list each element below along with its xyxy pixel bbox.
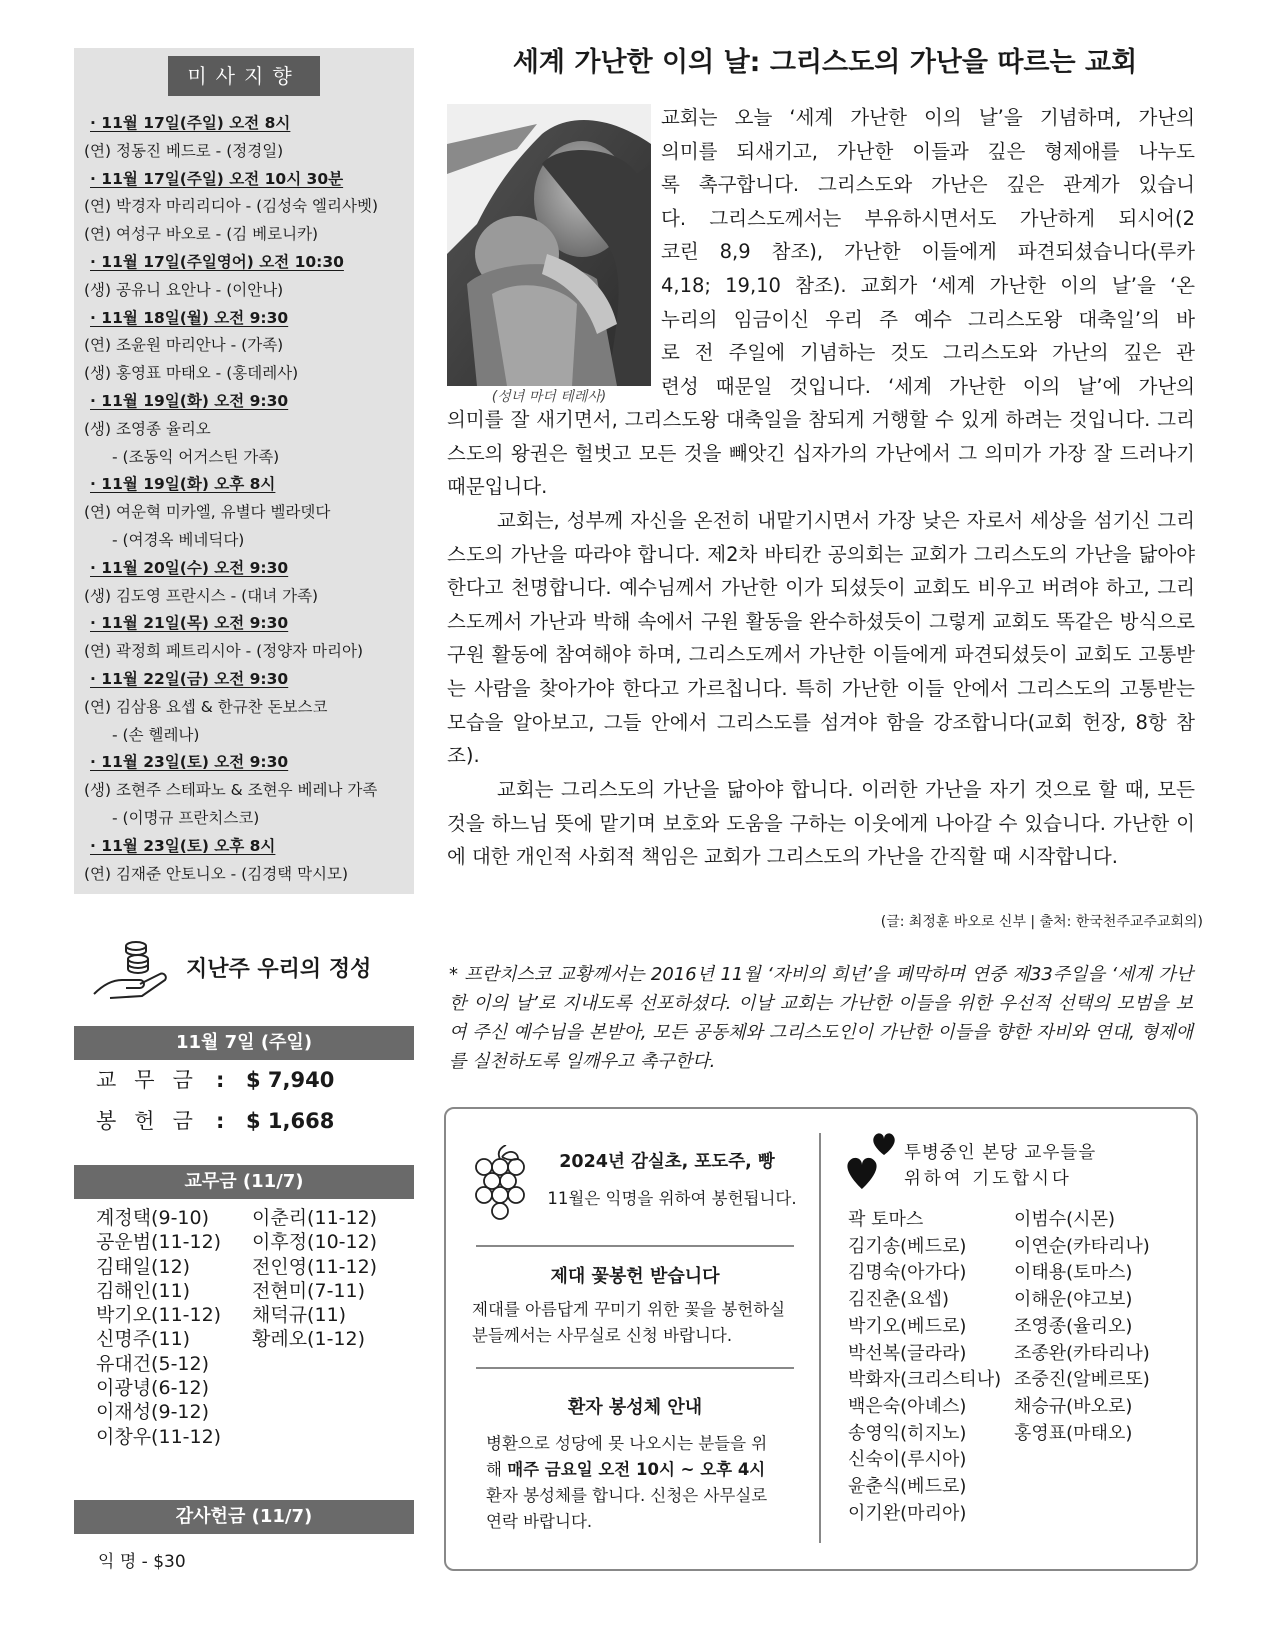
article-paragraph-2: 교회는, 성부께 자신을 온전히 내맡기시면서 가장 낮은 자로서 세상을 섬기신 그리스도의 가난을 따라야 합니다. 제2차 바티칸 공의회는 교회가 그리스도의 가난을 닮아야 한다고 천명합니다. 예수님께서 가난한 이가 되셨듯이 교회도 비우고 버려야 하고, 그리스도께서 가난과 박해 속에서 구원 활동을 완수하셨듯이 그렇게 교회도 똑같은 방식으로 구원 활동에 참여해야 하며, 그리스도께서 가난한 이들에게 파견되셨듯이 교회도 고통받는 사람을 찾아가야 한다고 가르칩니다. 특히 가난한 이들 안에서 그리스도의 고통받는 모습을 알아보고, 그들 안에서 그리스도를 섬겨야 함을 강조합니다(교회 헌장, 8항 참조). <box>447 509 1195 768</box>
mass-row-text: (연) 김삼용 요셉 & 한규찬 돈보스코 <box>84 697 328 716</box>
mass-row-text: (생) 홍영표 마태오 - (홍데레사) <box>84 364 299 383</box>
mass-row-text: · 11월 19일(화) 오후 8시 <box>90 475 276 494</box>
list-item: 김진춘(요셉) <box>848 1289 949 1311</box>
article-line: 코린 8,9 참조), 가난한 이들에게 파견되셨습니다(루카 <box>661 240 1195 264</box>
mass-row-text: · 11월 19일(화) 오전 9:30 <box>90 391 289 410</box>
list-item: 백은숙(아녜스) <box>848 1395 967 1417</box>
mass-row-text: · 11월 17일(주일) 오전 8시 <box>90 114 291 132</box>
mass-row-text: (연) 여운혁 미카엘, 유별다 벨라뎃다 <box>84 503 331 522</box>
mass-row-text: (연) 조윤원 마리안나 - (가족) <box>84 336 284 355</box>
notice-2-body: 제대를 아름답게 꾸미기 위한 꽃을 봉헌하실 분들께서는 사무실로 신청 바랍니다. <box>472 1300 786 1345</box>
mass-intention-entry <box>84 777 408 805</box>
offering-title: 지난주 우리의 정성 <box>186 957 372 982</box>
mass-row-text: (연) 곽정희 페트리시아 - (정양자 마리아) <box>84 642 364 661</box>
notice-1-body: 11월은 익명을 위하여 봉헌됩니다. <box>547 1189 797 1208</box>
mass-date-heading <box>84 249 408 277</box>
bongheon-amount: $ 1,668 <box>246 1109 335 1133</box>
list-item: 이후정(10-12) <box>252 1231 378 1254</box>
list-item: 전현미(7-11) <box>252 1279 366 1302</box>
list-item: 박화자(크리스티나) <box>848 1369 1002 1391</box>
notice-3-body <box>486 1431 782 1535</box>
notice-3-body-b: 환자 봉성체를 합니다. 신청은 사무실로 연락 바랍니다. <box>486 1486 768 1531</box>
mass-row-text: · 11월 17일(주일영어) 오전 10:30 <box>90 252 344 271</box>
mass-row-text: · 11월 22일(금) 오전 9:30 <box>90 669 289 688</box>
list-item: 이광녕(6-12) <box>96 1377 210 1400</box>
mass-date-heading <box>84 305 408 333</box>
article-line: 교회는 오늘 ‘세계 가난한 이의 날’을 기념하며, 가난의 <box>661 106 1195 129</box>
list-item: 곽 토마스 <box>848 1209 924 1230</box>
mass-intention-entry <box>84 805 408 833</box>
kyomu-list-col2 <box>252 1206 377 1352</box>
mass-intention-entry <box>84 138 408 166</box>
list-item: 이창우(11-12) <box>96 1425 222 1448</box>
list-item: 황레오(1-12) <box>252 1328 366 1351</box>
mass-intention-entry <box>84 527 408 555</box>
article-paragraph-1-rest: 의미를 잘 새기면서, 그리스도왕 대축일을 참되게 거행할 수 있게 하려는 것입니다. 그리스도의 왕권은 헐벗고 모든 것을 빼앗긴 십자가의 가난에서 그 의미가 가장 잘 드러나기 때문입니다. <box>447 408 1195 499</box>
mass-intention-entry <box>84 499 408 527</box>
kyomu-label: 교무금 <box>96 1068 211 1092</box>
mass-row-text: (생) 김도영 프란시스 - (대녀 가족) <box>84 586 319 605</box>
mass-row-text: - (이명규 프란치스코) <box>112 808 260 827</box>
list-item: 박기오(베드로) <box>848 1315 967 1337</box>
mass-date-heading <box>84 555 408 583</box>
mother-teresa-photo <box>447 104 651 386</box>
bongheon-label: 봉헌금 <box>96 1109 211 1133</box>
mass-date-heading <box>84 110 408 138</box>
article-note: * 프란치스코 교황께서는 2016년 11월 ‘자비의 희년’을 폐막하며 연중 제33주일을 ‘세계 가난한 이의 날’로 지내도록 선포하셨다. 이날 교회는 가난한 이들을 위한 우선적 선택의 모범을 보여 주신 예수님을 본받아, 모든 공동체와 그리스도인이 가난한 이들을 향한 자비와 연대, 형제애를 실천하도록 일깨우고 촉구한다. <box>449 964 1193 1072</box>
offering-header <box>92 934 412 1004</box>
mass-date-heading <box>84 471 408 499</box>
mass-intention-entry <box>84 277 408 305</box>
list-item: 신명주(11) <box>96 1328 191 1351</box>
mass-intention-entry <box>84 444 408 472</box>
list-item: 이범수(시몬) <box>1014 1209 1115 1230</box>
list-item: 유대건(5-12) <box>96 1352 210 1375</box>
vertical-divider <box>819 1133 821 1543</box>
list-item: 전인영(11-12) <box>252 1255 378 1278</box>
prayer-list-col2 <box>1014 1207 1150 1447</box>
thanks-bar: 감사헌금 (11/7) <box>74 1500 414 1534</box>
mass-date-heading <box>84 610 408 638</box>
mass-intentions-title: 미사지향 <box>168 56 320 96</box>
notice-3-body-a: 병환으로 성당에 못 나오시는 분들을 위해 <box>486 1434 768 1479</box>
list-item: 박기오(11-12) <box>96 1304 222 1327</box>
list-item: 공운범(11-12) <box>96 1231 222 1254</box>
mass-date-heading <box>84 749 408 777</box>
mass-row-text: - (조동익 어거스틴 가족) <box>112 447 280 466</box>
mass-row-text: (연) 박경자 마리리디아 - (김성숙 엘리사벳) <box>84 197 378 216</box>
list-item: 송영익(히지노) <box>848 1422 967 1444</box>
article-line: 로 전 주일에 기념하는 것도 그리스도와 가난의 깊은 관 <box>661 341 1195 365</box>
mass-intention-entry <box>84 722 408 750</box>
mass-row-text: · 11월 18일(월) 오전 9:30 <box>90 308 289 327</box>
article-line: 4,18; 19,10 참조). 교회가 ‘세계 가난한 이의 날’을 ‘온 <box>661 273 1195 297</box>
mass-date-heading <box>84 666 408 694</box>
list-item: 이기완(마리아) <box>848 1502 967 1524</box>
mass-row-text: · 11월 17일(주일) 오전 10시 30분 <box>90 169 344 188</box>
article-line: 다. 그리스도께서는 부유하시면서도 가난하게 되시어(2 <box>661 206 1195 230</box>
notice-box <box>444 1107 1198 1571</box>
mass-row-text: - (손 헬레나) <box>112 725 200 744</box>
mass-row-text: (생) 조현주 스테파노 & 조현우 베레나 가족 <box>84 781 378 800</box>
list-item: 이재성(9-12) <box>96 1401 210 1424</box>
mass-intention-entry <box>84 638 408 666</box>
mass-intention-entry <box>84 332 408 360</box>
list-item: 김태일(12) <box>96 1255 191 1278</box>
divider <box>476 1245 794 1247</box>
mass-intention-entry <box>84 694 408 722</box>
notice-2-title: 제대 꽃봉헌 받습니다 <box>550 1266 720 1287</box>
mass-intention-entry <box>84 193 408 221</box>
mass-row-text: · 11월 23일(토) 오전 9:30 <box>90 753 289 772</box>
article-credit: (글: 최정훈 바오로 신부 | 출처: 한국천주교주교회의) <box>880 914 1203 930</box>
mass-row-text: (연) 정동진 베드로 - (정경일) <box>84 141 284 160</box>
list-item: 채덕규(11) <box>252 1304 347 1327</box>
list-item: 이태용(토마스) <box>1014 1262 1133 1284</box>
article-paragraph-intro <box>661 101 1195 403</box>
photo-caption: (성녀 마더 테레사) <box>491 389 607 405</box>
article-title: 세계 가난한 이의 날: 그리스도의 가난을 따르는 교회 <box>512 47 1138 78</box>
prayer-title-line2: 위하여 기도합시다 <box>904 1169 1072 1189</box>
hearts-icon <box>844 1131 904 1193</box>
list-item: 김명숙(아가다) <box>848 1262 967 1284</box>
mass-row-text: (생) 공유니 요안나 - (이안나) <box>84 280 284 299</box>
kyomu-list-col1 <box>96 1206 221 1449</box>
list-item: 김기송(베드로) <box>848 1235 967 1257</box>
mass-row-text: (연) 김재준 안토니오 - (김경택 막시모) <box>84 864 349 883</box>
article-line: 의미를 되새기고, 가난한 이들과 깊은 형제애를 나누도 <box>661 139 1195 163</box>
article-line: 누리의 임금이신 우리 주 예수 그리스도왕 대축일’의 바 <box>661 307 1195 331</box>
offering-date-bar: 11월 7일 (주일) <box>74 1026 414 1060</box>
list-item: 이연순(카타리나) <box>1014 1235 1150 1257</box>
mass-row-text: (생) 조영종 율리오 <box>84 419 211 438</box>
grapes-icon <box>472 1145 528 1221</box>
list-item: 김해인(11) <box>96 1279 191 1302</box>
mass-intentions-list <box>84 110 408 888</box>
list-item: 홍영표(마태오) <box>1014 1422 1133 1444</box>
colon: : <box>216 1109 225 1133</box>
article-line: 련성 때문일 것입니다. ‘세계 가난한 이의 날’에 가난의 <box>661 374 1195 398</box>
mass-date-heading <box>84 166 408 194</box>
mass-intention-entry <box>84 583 408 611</box>
hand-coins-icon <box>92 934 174 1000</box>
list-item: 이해운(야고보) <box>1014 1289 1133 1311</box>
kyomu-amount: $ 7,940 <box>246 1068 335 1092</box>
list-item: 박선복(글라라) <box>848 1342 967 1364</box>
colon: : <box>216 1068 225 1092</box>
article-line: 록 촉구합니다. 그리스도와 가난은 깊은 관계가 있습니 <box>661 173 1195 197</box>
mass-row-text: - (여경옥 베네딕다) <box>112 530 245 549</box>
mass-date-heading <box>84 388 408 416</box>
mass-row-text: · 11월 21일(목) 오전 9:30 <box>90 614 289 633</box>
mass-row-text: · 11월 20일(수) 오전 9:30 <box>90 558 289 577</box>
mass-intention-entry <box>84 416 408 444</box>
notice-3-body-bold: 매주 금요일 오전 10시 ~ 오후 4시 <box>507 1460 766 1479</box>
thanks-entry: 익 명 - $30 <box>98 1552 186 1572</box>
kyomu-amount-row <box>96 1064 334 1094</box>
list-item: 조종완(카타리나) <box>1014 1342 1150 1364</box>
kyomu-list-bar: 교무금 (11/7) <box>74 1165 414 1199</box>
mass-row-text: (연) 여성구 바오로 - (김 베로니카) <box>84 225 319 244</box>
list-item: 계정택(9-10) <box>96 1207 210 1229</box>
mass-intention-entry <box>84 221 408 249</box>
list-item: 윤춘식(베드로) <box>848 1476 967 1498</box>
list-item: 채승규(바오로) <box>1014 1395 1133 1417</box>
prayer-list-col1 <box>848 1207 1001 1527</box>
mass-intention-entry <box>84 360 408 388</box>
notice-3-title: 환자 봉성체 안내 <box>567 1397 703 1418</box>
bongheon-amount-row <box>96 1105 334 1135</box>
mass-row-text: · 11월 23일(토) 오후 8시 <box>90 836 276 855</box>
mass-intention-entry <box>84 861 408 889</box>
list-item: 이춘리(11-12) <box>252 1207 378 1229</box>
list-item: 조영종(율리오) <box>1014 1315 1133 1337</box>
divider <box>476 1367 794 1369</box>
mass-intentions-box <box>74 48 414 894</box>
article-paragraph-3: 교회는 그리스도의 가난을 닮아야 합니다. 이러한 가난을 자기 것으로 할 때, 모든 것을 하느님 뜻에 맡기며 보호와 도움을 구하는 이웃에게 나아갈 수 있습니다. 가난한 이에 대한 개인적 사회적 책임은 교회가 그리스도의 가난을 간직할 때 시작합니다. <box>447 778 1195 869</box>
mass-date-heading <box>84 833 408 861</box>
list-item: 조중진(알베르또) <box>1014 1369 1150 1391</box>
notice-1-title: 2024년 감실초, 포도주, 빵 <box>559 1152 775 1172</box>
list-item: 신숙이(루시아) <box>848 1449 967 1471</box>
prayer-title-line1: 투병중인 본당 교우들을 <box>904 1143 1097 1163</box>
